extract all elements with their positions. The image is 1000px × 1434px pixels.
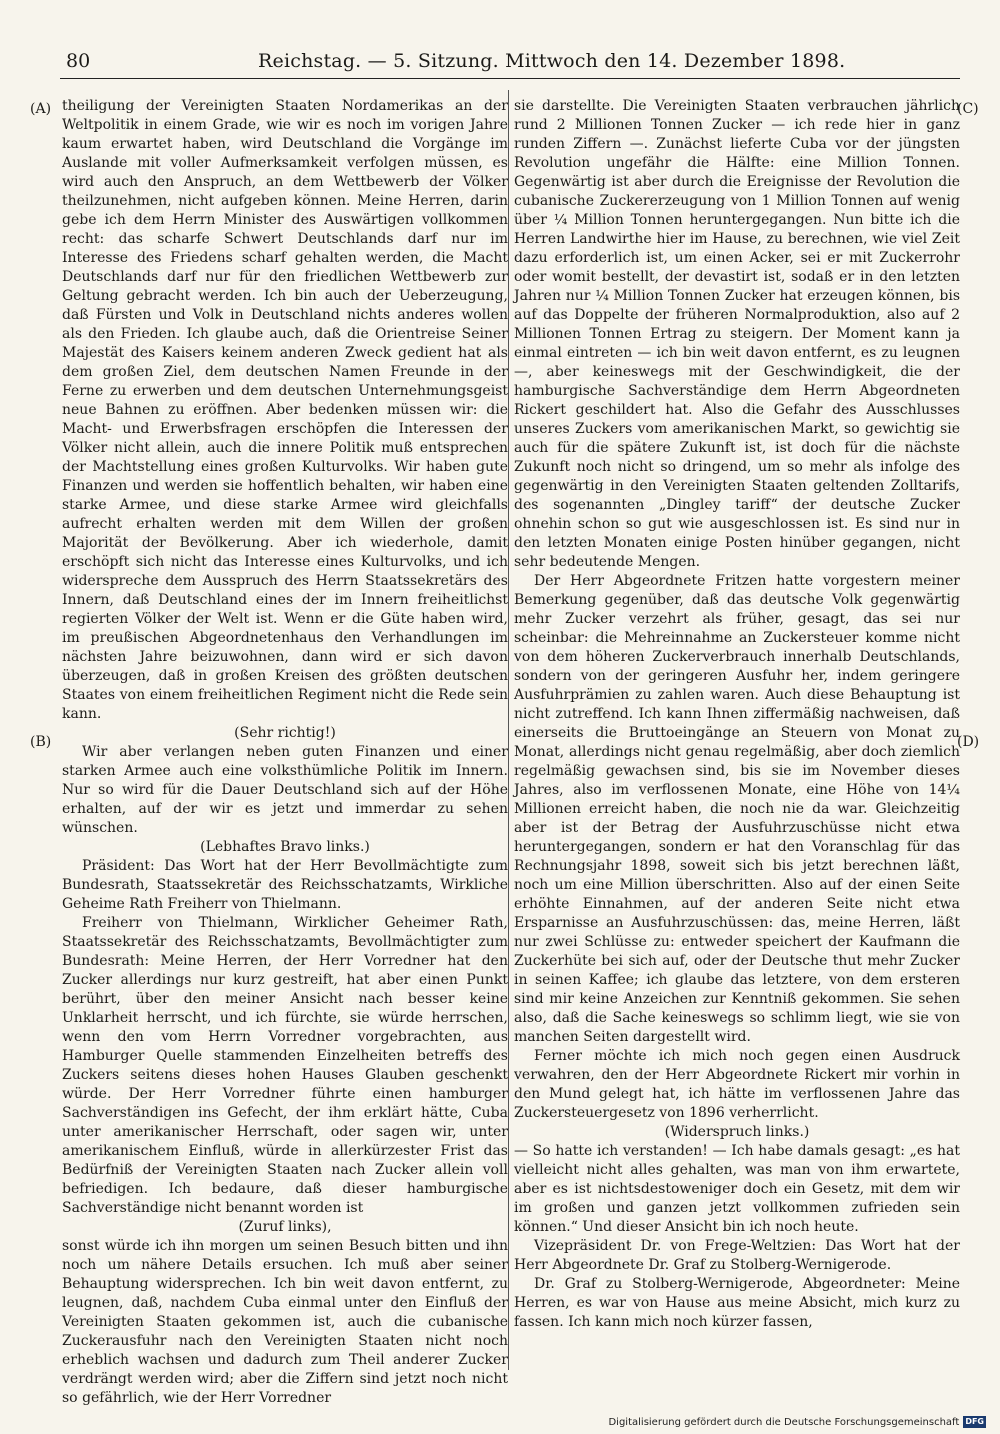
- left-column-paragraph: sonst würde ich ihn morgen um seinen Besuch bitten und ihn noch um nähere Details ersuchen. Ich muß aber seiner Behauptung widersprechen. Ich bin weit davon entfernt, zu leugnen, daß, nachdem Cuba einmal unter den Einfluß der Vereinigten Staaten gekommen ist, auch die cubanische Zuckerausfuhr nach den Vereinigten Staaten nicht noch erheblich wachsen und dadurch zum Theil anderer Zucker verdrängt werden wird; aber die Ziffern sind jetzt noch nicht so gefährlich, wie der Herr Vorredner: [62, 1238, 508, 1406]
- left-column-paragraph: (Sehr richtig!): [234, 725, 336, 741]
- margin-marker-a: (A): [30, 101, 52, 117]
- left-column-paragraph: Freiherr von Thielmann, Wirklicher Geheimer Rath, Staatssekretär des Reichsschatzamts, Bevollmächtigter zum Bundesrath: Meine Herren, der Herr Vorredner hat den Zucker allerdings nur kurz gestreift, hat aber einen Punkt berührt, über den meiner Ansicht nach besser keine Unklarheit herrscht, und ich fürchte, sie würde herrschen, wenn den vom Herrn Vorredner vorgebrachten, aus Hamburger Quelle stammenden Einzelheiten betreffs des Zuckers seitens dieses hohen Hauses Glauben geschenkt würde. Der Herr Vorredner führte einen hamburger Sachverständigen ins Gefecht, der ihm erklärt hätte, Cuba unter amerikanischer Herrschaft, oder sagen wir, unter amerikanischem Einfluß, würde in allerkürzester Frist das Bedürfniß der Vereinigten Staaten nach Zucker allein voll befriedigen. Ich bedaure, daß dieser hamburgische Sachverständige nicht benannt worden ist: [62, 915, 508, 1216]
- footer: [608, 1416, 986, 1428]
- page-number: 80: [66, 50, 91, 72]
- footer-credit: Digitalisierung gefördert durch die Deutsche Forschungsgemeinschaft: [608, 1416, 960, 1428]
- right-column-paragraph: Der Herr Abgeordnete Fritzen hatte vorgestern meiner Bemerkung gegenüber, daß das deutsche Volk gegenwärtig mehr Zucker verzehrt als früher, gesagt, das sei nur scheinbar: die Mehreinnahme an Zuckersteuer komme nicht von dem höheren Zuckerverbrauch innerhalb Deutschlands, sondern von der geringeren Ausfuhr her, indem geringere Ausfuhrprämien zu zahlen waren. Auch diese Behauptung ist nicht zutreffend. Ich kann Ihnen ziffermäßig nachweisen, daß einerseits die Bruttoeingänge an Steuern von Monat zu Monat, allerdings nicht genau regelmäßig, aber doch ziemlich regelmäßig gewachsen sind, bis sie im November dieses Jahres, also im verflossenen Monate, eine Höhe von 14¼ Millionen erreicht haben, die noch nie da war. Gleichzeitig aber ist der Betrag der Ausfuhrzuschüsse nicht etwa heruntergegangen, sondern er hat den Voranschlag für das Rechnungsjahr 1898, soweit sich bis jetzt berechnen läßt, noch um eine Million überschritten. Also auf der einen Seite erhöhte Einnahmen, auf der anderen Seite nicht etwa Ersparnisse an Ausfuhrzuschüssen: das, meine Herren, läßt nur zwei Schlüsse zu: entweder speichert der Kaufmann die Zuckerhüte bei sich auf, oder der Deutsche thut mehr Zucker in seinen Kaffee; ich glaube das letztere, von dem ersteren sind mir keine Anzeichen zur Kenntniß gekommen. Sie sehen also, daß die Sache keineswegs so schlimm liegt, wie sie von manchen Seiten dargestellt wird.: [514, 573, 960, 1045]
- right-column-paragraph: Ferner möchte ich mich noch gegen einen Ausdruck verwahren, den der Herr Abgeordnete Rickert mir vorhin in den Mund gelegt hat, ich hätte im verflossenen Jahre das Zuckersteuergesetz von 1896 verherrlicht.: [514, 1048, 960, 1121]
- right-column-paragraph: — So hatte ich verstanden! — Ich habe damals gesagt: „es hat vielleicht nicht alles gehalten, was man von ihm erwartete, aber es ist nichtsdestoweniger doch ein Gesetz, mit dem wir im großen und ganzen jetzt vollkommen zufrieden sein können.“ Und dieser Ansicht bin ich noch heute.: [514, 1143, 960, 1235]
- left-column-paragraph: theiligung der Vereinigten Staaten Nordamerikas an der Weltpolitik in einem Grade, wie wir es noch im vorigen Jahre kaum erwartet haben, wird Deutschland die Vorgänge im Auslande mit voller Aufmerksamkeit verfolgen müssen, es wird auch den Anspruch, an dem Wettbewerb der Völker theilzunehmen, nicht aufgeben können. Meine Herren, darin gebe ich dem Herrn Minister des Auswärtigen vollkommen recht: das scharfe Schwert Deutschlands darf nur im Interesse des Friedens scharf gehalten werden, die Macht Deutschlands darf nur für den friedlichen Wettbewerb zur Geltung gebracht werden. Ich bin auch der Ueberzeugung, daß Fürsten und Volk in Deutschland nichts anderes wollen als den Frieden. Ich glaube auch, daß die Orientreise Seiner Majestät des Kaisers keinem anderen Zweck gedient hat als dem großen Ziel, dem deutschen Namen Freunde in der Ferne zu erwerben und dem deutschen Unternehmungsgeist neue Bahnen zu eröffnen. Aber bedenken müssen wir: die Macht- und Erwerbsfragen erschöpfen die Interessen der Völker nicht allein, auch die innere Politik muß entsprechen der Machtstellung eines großen Kulturvolks. Wir haben gute Finanzen und werden sie hoffentlich behalten, wir haben eine starke Armee, und diese starke Armee wird gleichfalls aufrecht erhalten werden mit dem Willen der großen Majorität der Bevölkerung. Aber ich wiederhole, damit erschöpft sich nicht das Interesse eines Kulturvolks, und ich widerspreche dem Ausspruch des Herrn Staatssekretärs des Innern, daß Deutschland eines der im Innern freiheitlichst regierten Völker der Welt ist. Wenn er die Güte haben wird, im preußischen Abgeordnetenhaus den Verhandlungen im nächsten Jahre beizuwohnen, dann wird er sich davon überzeugen, daß in großen Kreisen des größten deutschen Staates von einem freiheitlichen Regiment nicht die Rede sein kann.: [62, 98, 508, 722]
- left-column-paragraph: Präsident: Das Wort hat der Herr Bevollmächtigte zum Bundesrath, Staatssekretär des Reichsschatzamts, Wirkliche Geheime Rath Freiherr von Thielmann.: [62, 858, 508, 912]
- left-column-paragraph: (Zuruf links),: [238, 1219, 332, 1235]
- right-column-paragraph: (Widerspruch links.): [664, 1124, 810, 1140]
- right-column-paragraph: Vizepräsident Dr. von Frege-Weltzien: Das Wort hat der Herr Abgeordnete Dr. Graf zu Stolberg-Wernigerode.: [514, 1238, 960, 1273]
- left-column-paragraph: Wir aber verlangen neben guten Finanzen und einer starken Armee auch eine volksthümliche Politik im Innern. Nur so wird für die Dauer Deutschland sich auf der Höhe erhalten, auf der wir es jetzt und immerdar zu sehen wünschen.: [62, 744, 508, 836]
- right-column: [514, 97, 960, 1365]
- margin-marker-b: (B): [30, 734, 52, 750]
- margin-marker-d: (D): [957, 734, 980, 750]
- column-divider: [508, 90, 509, 1370]
- left-column-paragraph: (Lebhaftes Bravo links.): [200, 839, 370, 855]
- dfg-logo: DFG: [965, 1417, 984, 1426]
- right-column-paragraph: sie darstellte. Die Vereinigten Staaten verbrauchen jährlich rund 2 Millionen Tonnen Zucker — ich rede hier in ganz runden Ziffern —. Zunächst lieferte Cuba vor der jüngsten Revolution ungefähr die Hälfte: eine Million Tonnen. Gegenwärtig ist aber durch die Ereignisse der Revolution die cubanische Zuckererzeugung von 1 Million Tonnen auf wenig über ¼ Million Tonnen heruntergegangen. Nun bitte ich die Herren Landwirthe hier im Hause, zu berechnen, wie viel Zeit dazu erforderlich ist, um einen Acker, sei er mit Zuckerrohr oder womit bestellt, der devastirt ist, sodaß er in den letzten Jahren nur ¼ Million Tonnen Zucker hat erzeugen können, bis auf das Doppelte der früheren Normalproduktion, also auf 2 Millionen Tonnen Ertrag zu steigern. Der Moment kann ja einmal eintreten — ich bin weit davon entfernt, es zu leugnen —, aber keineswegs mit der Geschwindigkeit, die der hamburgische Sachverständige dem Herrn Abgeordneten Rickert geschildert hat. Also die Gefahr des Ausschlusses unseres Zuckers vom amerikanischen Markt, so gewichtig sie auch für die spätere Zukunft ist, ist doch für die nächste Zukunft noch nicht so dringend, um so mehr als infolge des gegenwärtig in den Vereinigten Staaten geltenden Zolltarifs, des sogenannten „Dingley tariff“ der deutsche Zucker ohnehin schon so gut wie ausgeschlossen ist. Es sind nur in den letzten Monaten einige Posten hinüber gegangen, nicht sehr bedeutende Mengen.: [514, 98, 960, 570]
- left-column: [62, 97, 508, 1406]
- right-column-paragraph: Dr. Graf zu Stolberg-Wernigerode, Abgeordneter: Meine Herren, es war von Hause aus meine Absicht, mich kurz zu fassen. Ich kann mich noch kürzer fassen,: [514, 1276, 960, 1330]
- running-header: [60, 44, 960, 79]
- running-title: Reichstag. — 5. Sitzung. Mittwoch den 14. Dezember 1898.: [258, 50, 846, 72]
- margin-marker-c: (C): [957, 101, 979, 117]
